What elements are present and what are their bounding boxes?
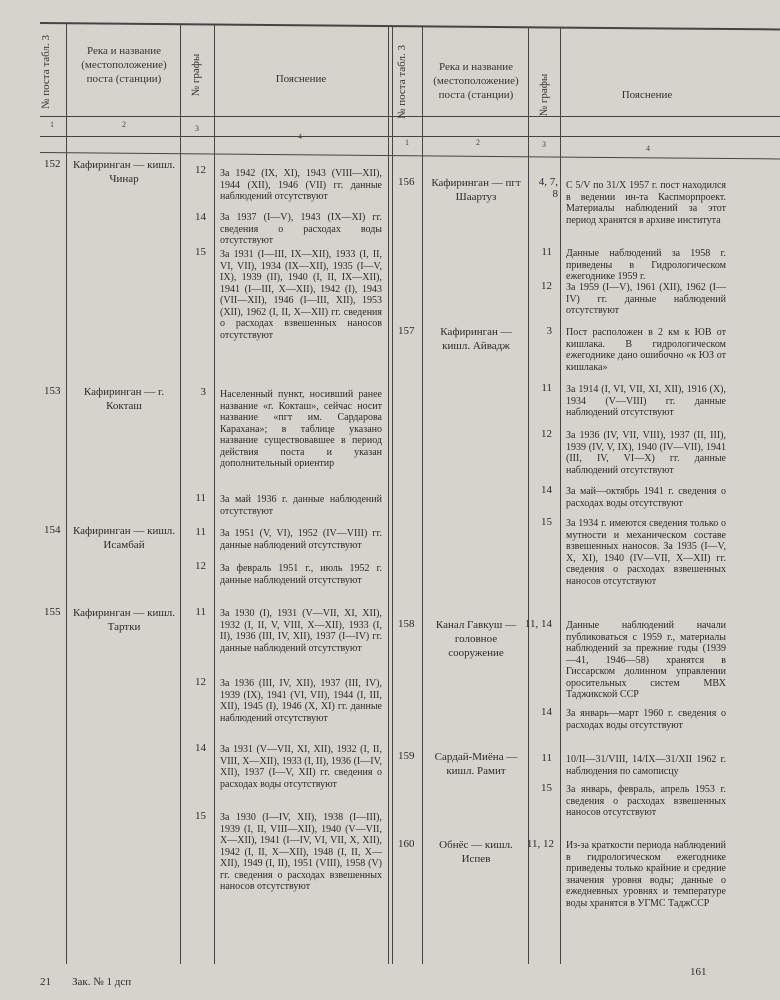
footer-left-number: 21 — [40, 976, 51, 988]
graf-number: 11 — [541, 246, 552, 258]
note-text: За 1930 (I—IV, XII), 1938 (I—III), 1939 (I, II, VIII—XII), 1940 (V—VII, X—XII), 1941 (I—IV, VI, VII, X, XII), 1942 (I, II, X—XII), 1948 (I, II, X—XII), 1949 (I, II), 1951 (VIII), 1958 (V) гг. сведения о расходах взвешенных наносов отсутствуют — [220, 812, 382, 892]
note-text: Населенный пункт, носивший ранее название «г. Кокташ», сейчас носит название «пгт им. Сардарова Караханa»; в таблице указано название существовавшее в период действия поста и указан дополнительный ориентир — [220, 389, 382, 469]
graf-number: 15 — [195, 246, 206, 258]
post-number: 152 — [44, 158, 61, 170]
note-text: За май 1936 г. данные наблюдений отсутствуют — [220, 494, 382, 517]
right-colnum-2: 2 — [476, 138, 480, 147]
note-text: Данные наблюдений за 1958 г. приведены в Гидрологическом ежегоднике 1959 г. — [566, 248, 726, 282]
graf-number: 4, 7, 8 — [538, 176, 558, 200]
post-river: Сардай-Миёна — кишл. Рамит — [434, 751, 518, 777]
post-number: 156 — [398, 176, 415, 188]
graf-number: 11, 12 — [526, 838, 554, 850]
graf-number: 15 — [541, 516, 552, 528]
post-number: 153 — [44, 385, 61, 397]
post-number: 155 — [44, 606, 61, 618]
left-colnum-2: 2 — [122, 120, 126, 129]
graf-number: 14 — [195, 211, 206, 223]
post-number: 154 — [44, 524, 61, 536]
header-rule — [40, 116, 780, 117]
vline-right-2 — [528, 28, 529, 964]
note-text: За 1936 (III, IV, XII), 1937 (III, IV), 1939 (IX), 1941 (VI, VII), 1944 (I, III, XII), 1945 (I), 1946 (X, XI) гг. данные наблюдений отсутствуют — [220, 678, 382, 724]
note-text: За февраль 1951 г., июль 1952 г. данные наблюдений отсутствуют — [220, 563, 382, 586]
note-text: За 1930 (I), 1931 (V—VII, XI, XII), 1932 (I, II, V, VIII, X—XII), 1933 (I, II), 1936 (III, IV, XII), 1937 (I—IV) гг. данные наблюдений отсутствуют — [220, 608, 382, 654]
page-number: 161 — [690, 966, 707, 978]
graf-number: 3 — [546, 325, 552, 337]
right-header-col3: № графы — [538, 73, 550, 117]
vline-left-2 — [180, 24, 181, 964]
header-num-rule — [40, 136, 780, 137]
left-colnum-1: 1 — [50, 120, 54, 129]
post-river: Кафиринган — г. Кокташ — [83, 386, 165, 412]
post-number: 158 — [398, 618, 415, 630]
right-header-col2: Река и название (местоположение) поста (станции) — [433, 61, 519, 101]
left-header-col4: Пояснение — [275, 73, 327, 85]
graf-number: 15 — [195, 810, 206, 822]
top-rule — [40, 22, 780, 30]
left-colnum-3: 3 — [195, 124, 199, 133]
note-text: Из-за краткости периода наблюдений в гидрологическом ежегоднике приведены только крайние и средние значения уровня воды; данные о ежедневных уровнях и температуре воды хранятся в УГМС ТаджССР — [566, 840, 726, 909]
right-header-col1: № поста табл. 3 — [396, 45, 408, 119]
right-header-col4: Пояснение — [621, 89, 673, 101]
post-river: Кафиринган — кишл. Тартки — [72, 607, 176, 633]
graf-number: 14 — [541, 706, 552, 718]
post-river: Обнёс — кишл. Испев — [439, 839, 513, 865]
post-number: 157 — [398, 325, 415, 337]
graf-number: 11 — [541, 382, 552, 394]
graf-number: 12 — [541, 428, 552, 440]
left-header-col2: Река и название (местоположение) поста (станции) — [81, 45, 167, 85]
note-text: За май—октябрь 1941 г. сведения о расходах воды отсутствуют — [566, 486, 726, 509]
note-text: За 1937 (I—V), 1943 (IX—XI) гг. сведения о расходах воды отсутствуют — [220, 212, 382, 246]
vline-center — [388, 26, 389, 964]
left-colnum-4: 4 — [298, 132, 302, 141]
note-text: За 1931 (V—VII, XI, XII), 1932 (I, II, VIII, X—XII), 1933 (I, II), 1936 (I—IV, XII), 1937 (I—V, XII) гг. сведения о расходах воды отсутствуют — [220, 744, 382, 790]
vline-left-3 — [214, 24, 215, 964]
vline-right-1 — [422, 26, 423, 964]
note-text: За январь, февраль, апрель 1953 г. сведения о расходах взвешенных наносов отсутствуют — [566, 784, 726, 818]
graf-number: 11 — [195, 492, 206, 504]
graf-number: 12 — [195, 164, 206, 176]
footer-order-text: Зак. № 1 дсп — [72, 976, 132, 988]
left-header-col3: № графы — [190, 53, 202, 97]
graf-number: 15 — [541, 782, 552, 794]
vline-left-1 — [66, 24, 67, 964]
graf-number: 12 — [541, 280, 552, 292]
post-river: Кафиринган — кишл. Исамбай — [72, 525, 176, 551]
post-river: Кафиринган — кишл. Чинар — [72, 159, 176, 185]
graf-number: 14 — [195, 742, 206, 754]
note-text: За 1959 (I—V), 1961 (XII), 1962 (I—IV) гг. данные наблюдений отсутствуют — [566, 282, 726, 316]
graf-number: 14 — [541, 484, 552, 496]
note-text: С 5/V по 31/X 1957 г. пост находился в ведении ин-та Каспморпроект. Материалы наблюдений за этот период хранятся в архиве института — [566, 180, 726, 226]
graf-number: 12 — [195, 560, 206, 572]
right-colnum-1: 1 — [405, 138, 409, 147]
right-colnum-4: 4 — [646, 144, 650, 153]
note-text: За январь—март 1960 г. сведения о расходах воды отсутствуют — [566, 708, 726, 731]
vline-center-2 — [392, 26, 393, 964]
left-header-col1: № поста табл. 3 — [40, 35, 52, 109]
graf-number: 3 — [200, 386, 206, 398]
post-number: 159 — [398, 750, 415, 762]
post-river: Кафиринган — кишл. Айвадж — [440, 326, 512, 352]
note-text: За 1914 (I, VI, VII, XI, XII), 1916 (X), 1934 (V—VIII) гг. данные наблюдений отсутствуют — [566, 384, 726, 418]
post-number: 160 — [398, 838, 415, 850]
note-text: За 1936 (IV, VII, VIII), 1937 (II, III), 1939 (IV, V, IX), 1940 (IV—VII), 1941 (III, IV, VI—X) гг. данные наблюдений отсутствуют — [566, 430, 726, 476]
graf-number: 11 — [195, 606, 206, 618]
post-river: Канал Гавкуш — головное сооружение — [435, 619, 517, 659]
note-text: Пост расположен в 2 км к ЮВ от кишлака. В гидрологическом ежегоднике дано ошибочно «к ЮЗ от кишлака» — [566, 327, 726, 373]
graf-number: 11, 14 — [524, 618, 552, 630]
note-text: За 1951 (V, VI), 1952 (IV—VIII) гг. данные наблюдений отсутствуют — [220, 528, 382, 551]
vline-right-3 — [560, 28, 561, 964]
note-text: 10/II—31/VIII, 14/IX—31/XII 1962 г. наблюдения по самописцу — [566, 754, 726, 777]
note-text: За 1942 (IX, XI), 1943 (VIII—XII), 1944 (XII), 1946 (VII) гг. данные наблюдений отсутствуют — [220, 168, 382, 202]
post-river: Кафиринган — пгт Шаартуз — [431, 177, 521, 203]
right-colnum-3: 3 — [542, 140, 546, 149]
note-text: За 1934 г. имеются сведения только о мутности и механическом составе взвешенных наносов. За 1935 (I—V, X, XI), 1940 (IV—VII, X—XII) гг. сведения о расходах взвешенных наносов отсутствуют — [566, 518, 726, 587]
graf-number: 12 — [195, 676, 206, 688]
note-text: Данные наблюдений начали публиковаться с 1959 г., материалы наблюдений за прежние годы (1939—41, 1946—58) хранятся в Гиссарском долинном управлении оросительных систем МВХ Таджикской ССР — [566, 620, 726, 700]
graf-number: 11 — [541, 752, 552, 764]
graf-number: 11 — [195, 526, 206, 538]
note-text: За 1931 (I—III, IX—XII), 1933 (I, II, VI, VII), 1934 (IX—XII), 1935 (I—V, IX), 1939 (II), 1940 (I, II, IX—XII), 1941 (I—III, X—XII), 1942 (I), 1943 (VII—XII), 1946 (I—III, XII), 1953 (XII), 1962 (I, II, X—XII) гг. сведения о расходах взвешенных наносов отсутствуют — [220, 249, 382, 341]
